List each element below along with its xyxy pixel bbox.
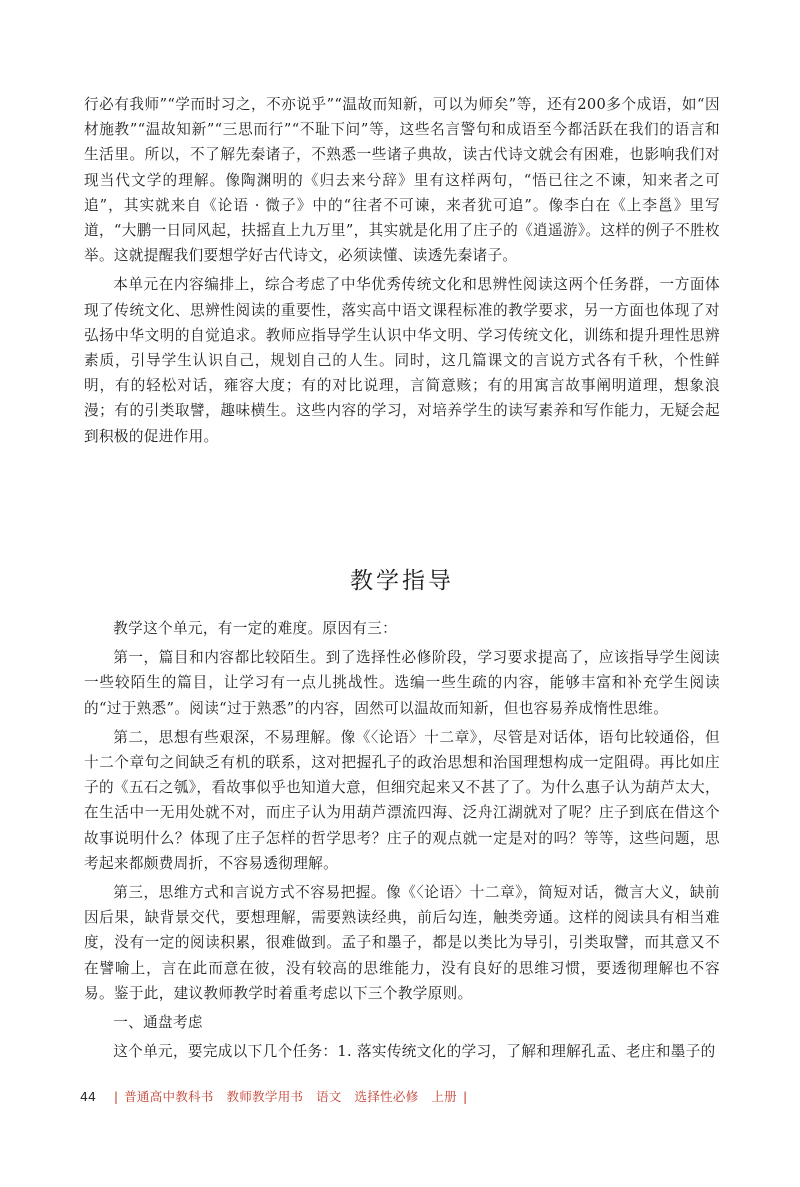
guide-paragraph: 第三，思维方式和言说方式不容易把握。像《〈论语〉十二章》，简短对话，微言大义，缺前因后果，缺背景交代，要想理解，需要熟读经典，前后勾连，触类旁通。这样的阅读具有相当难度，没有一定的阅读积累，很难做到。孟子和墨子，都是以类比为导引，引类取譬，而其意又不在譬喻上，言在此而意在彼，没有较高的思维能力，没有良好的思维习惯，要透彻理解也不容易。鉴于此，建议教师教学时着重考虑以下三个教学原则。: [84, 884, 720, 1002]
guide-paragraph: 这个单元，要完成以下几个任务：1. 落实传统文化的学习，了解和理解孔孟、老庄和墨子的: [113, 1043, 716, 1061]
footer-divider: |: [462, 1089, 468, 1104]
page-number: 44: [80, 1089, 96, 1104]
guide-paragraph: 第一，篇目和内容都比较陌生。到了选择性必修阶段，学习要求提高了，应该指导学生阅读一些较陌生的篇目，让学习有一点儿挑战性。选编一些生疏的内容，能够丰富和补充学生阅读的“过于熟悉”。阅读“过于熟悉”的内容，固然可以温故而知新，但也容易养成惰性思维。: [84, 649, 720, 717]
section-title: 教学指导: [350, 568, 454, 594]
intro-section: [84, 92, 720, 449]
book-series-title: 普通高中教科书 教师教学用书 语文 选择性必修 上册: [124, 1089, 457, 1104]
subsection-heading: 一、通盘考虑: [113, 1014, 203, 1032]
footer-divider: |: [113, 1089, 119, 1104]
intro-paragraph-2: 本单元在内容编排上，综合考虑了中华优秀传统文化和思辨性阅读这两个任务群，一方面体现了传统文化、思辨性阅读的重要性，落实高中语文课程标准的教学要求，另一方面也体现了对弘扬中华文明的自觉追求。教师应指导学生认识中华文明、学习传统文化，训练和提升理性思辨素质，引导学生认识自己，规划自己的人生。同时，这几篇课文的言说方式各有千秋，个性鲜明，有的轻松对话，雍容大度；有的对比说理，言简意赅；有的用寓言故事阐明道理，想象浪漫；有的引类取譬，趣味横生。这些内容的学习，对培养学生的读写素养和写作能力，无疑会起到积极的促进作用。: [84, 276, 720, 445]
guide-paragraph: 第二，思想有些艰深，不易理解。像《〈论语〉十二章》，尽管是对话体，语句比较通俗，但十二个章句之间缺乏有机的联系，这对把握孔子的政治思想和治国理想构成一定阻碍。再比如庄子的《五石之瓠》，看故事似乎也知道大意，但细究起来又不甚了了。为什么惠子认为葫芦太大，在生活中一无用处就不对，而庄子认为用葫芦漂流四海、泛舟江湖就对了呢？庄子到底在借这个故事说明什么？体现了庄子怎样的哲学思考？庄子的观点就一定是对的吗？等等，这些问题，思考起来都颇费周折，不容易透彻理解。: [84, 728, 720, 872]
guide-paragraph: 教学这个单元，有一定的难度。原因有三：: [113, 620, 398, 637]
intro-paragraph-1: 行必有我师”“学而时习之，不亦说乎”“温故而知新，可以为师矣”等，还有200多个成语，如“因材施教”“温故知新”“三思而行”“不耻下问”等，这些名言警句和成语至今都活跃在我们的语言和生活里。所以，不了解先秦诸子，不熟悉一些诸子典故，读古代诗文就会有困难，也影响我们对现当代文学的理解。像陶渊明的《归去来兮辞》里有这样两句，“悟已往之不谏，知来者之可追”，其实就来自《论语 · 微子》中的“往者不可谏，来者犹可追”。像李白在《上李邕》里写道，“大鹏一日同风起，扶摇直上九万里”，其实就是化用了庄子的《逍遥游》。这样的例子不胜枚举。这就提醒我们要想学好古代诗文，必须读懂、读透先秦诸子。: [84, 96, 720, 265]
page-footer: [80, 1088, 473, 1106]
teaching-guide-section: [84, 564, 720, 1064]
